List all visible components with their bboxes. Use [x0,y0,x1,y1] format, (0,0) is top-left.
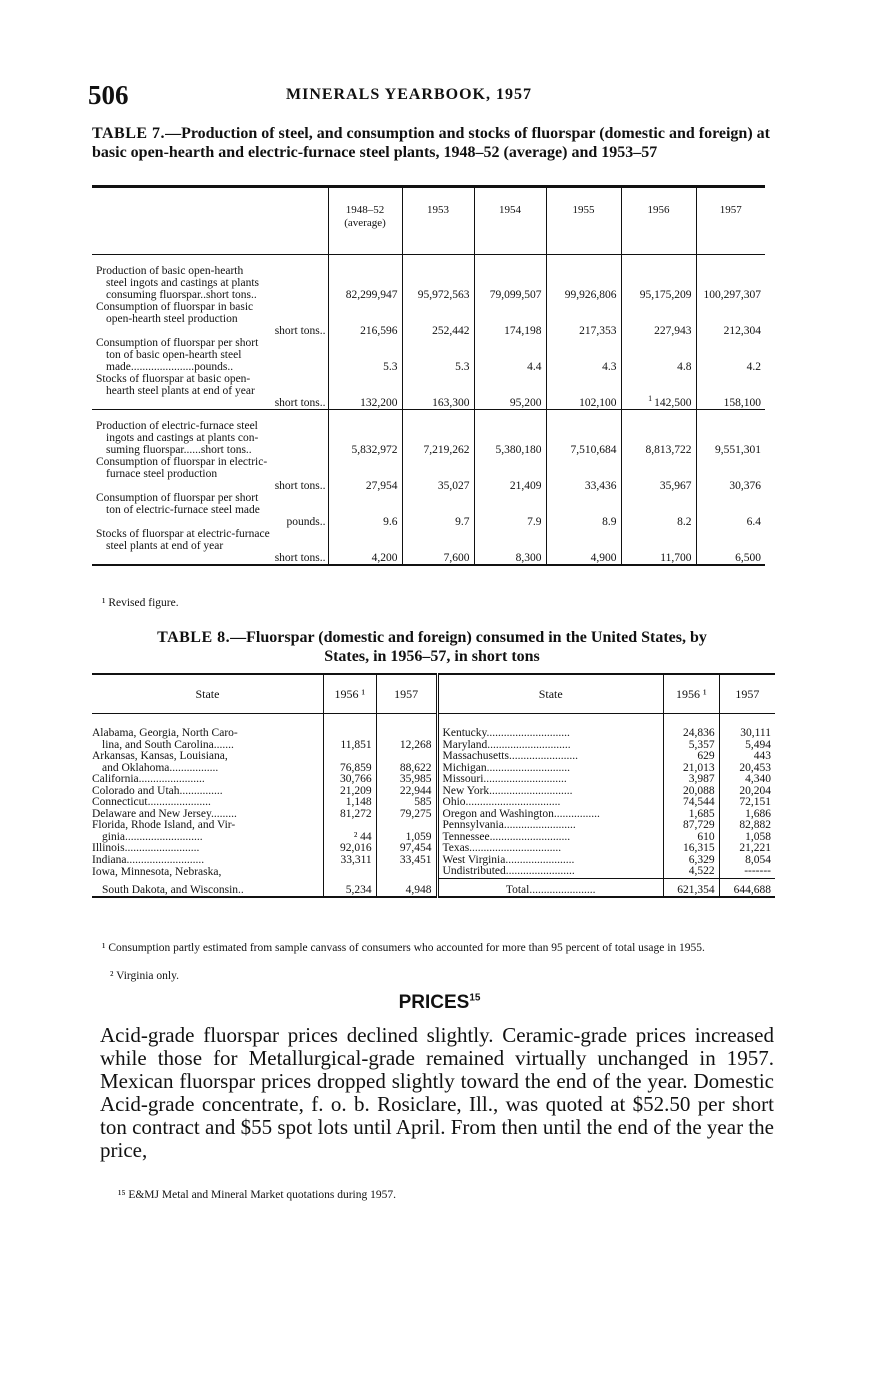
table7-col-1956: 1956 [621,187,696,255]
table8-row [92,843,775,855]
section-heading [0,992,879,1014]
value-1957: 1,058 [719,832,775,844]
row-description: Production of basic open-hearth steel ingots and castings at plants consuming fluorspar..short tons.. [96,265,259,301]
value-1957: 5,494 [719,740,775,752]
table7-electric-row [92,528,765,565]
table7-open-hearth-row [92,265,765,301]
table7-col-1957: 1957 [696,187,765,255]
table8-row [92,763,775,775]
row-value: $^1$ 142,500 [621,373,696,410]
row-value: 8,300 [474,528,546,565]
table8-row [92,832,775,844]
row-value: 4.8 [621,337,696,373]
row-description: Stocks of fluorspar at basic open- hearth steel plants at end of year short tons.. [92,373,328,410]
value-1957: 4,340 [719,774,775,786]
row-value: 6,500 [696,528,765,565]
row-value: 27,954 [328,456,402,492]
row-value: 7,600 [402,528,474,565]
table8-header-1957-left: 1957 [376,674,437,714]
state-name: Kentucky............................. [437,728,663,740]
journal-title: MINERALS YEARBOOK, 1957 [286,86,532,103]
table7-electric-row [92,456,765,492]
row-value: 102,100 [546,373,621,410]
value-1957: 585 [376,797,437,809]
state-name: South Dakota, and Wisconsin.. [102,883,244,896]
state-name: Missouri............................. [437,774,663,786]
value-1956: 11,851 [323,740,376,752]
table8-row [92,809,775,821]
row-value: 7,219,262 [402,420,474,456]
table7 [92,185,765,566]
table7-col-1954: 1954 [474,187,546,255]
table8-header-state-right: State [437,674,663,714]
row-value: 158,100 [696,373,765,410]
table8-row [92,740,775,752]
value-1956: 30,766 [323,774,376,786]
state-name: New York............................. [437,786,663,798]
value-1957: 8,054 [719,855,775,867]
state-name: Illinois.......................... [92,843,200,854]
state-name: ginia........................... [102,831,203,843]
total-label: Total....................... [437,878,663,897]
value-1956 [323,751,376,763]
table7-caption [92,124,772,162]
row-value: 174,198 [474,301,546,337]
value-1957: 443 [719,751,775,763]
body-paragraph: Acid-grade fluorspar prices declined slightly. Ceramic-grade prices increased while those for Metallurgical-grade remained virtually unchanged in 1957. Mexican fluorspar prices dropped slightly toward the end of the year. Domestic Acid-grade concentrate, f. o. b. Rosiclare, Ill., was quoted at $52.50 per short ton contract and $55 spot lots until April. From then until the end of the year the price, [100,1023,774,1162]
value-1957: 30,111 [719,728,775,740]
value-1957: 20,204 [719,786,775,798]
row-value: 9,551,301 [696,420,765,456]
table7-electric-row [92,420,765,456]
value-1957: 22,944 [376,786,437,798]
value-1957: 20,453 [719,763,775,775]
value-1957: ------- [719,866,775,878]
row-value: 95,972,563 [402,265,474,301]
value-1957: 12,268 [376,740,437,752]
value-1956: 610 [663,832,719,844]
row-description: Consumption of fluorspar in electric- furnace steel production short tons.. [96,456,326,492]
value-1957: 72,151 [719,797,775,809]
value-1956: 6,329 [663,855,719,867]
value-1957: 4,948 [376,878,437,897]
table8-row [92,786,775,798]
value-1957: 97,454 [376,843,437,855]
total-1957: 644,688 [719,878,775,897]
table7-col-1948-52: 1948–52 (average) [328,187,402,255]
state-name: Iowa, Minnesota, Nebraska, [92,866,222,878]
table7-header-desc [92,187,328,255]
page-number: 506 [88,80,129,110]
value-1956 [323,728,376,740]
row-value: 4,900 [546,528,621,565]
state-name: Undistributed........................ [437,866,663,878]
row-value: 79,099,507 [474,265,546,301]
table8-header-state-left: State [92,674,323,714]
row-value: 4.4 [474,337,546,373]
table8 [92,673,775,898]
value-1957: 33,451 [376,855,437,867]
row-value: 82,299,947 [328,265,402,301]
value-1956: 20,088 [663,786,719,798]
value-1956: 76,859 [323,763,376,775]
table8-header-row [92,674,775,714]
value-1957: 88,622 [376,763,437,775]
value-1956: 21,209 [323,786,376,798]
table8-title-line2: States, in 1956–57, in short tons [324,648,540,665]
value-1956: 16,315 [663,843,719,855]
value-1956: 5,234 [323,878,376,897]
state-name: Colorado and Utah............... [92,785,223,797]
value-1956: 74,544 [663,797,719,809]
value-1957 [376,820,437,832]
value-1957: 21,221 [719,843,775,855]
row-value: 30,376 [696,456,765,492]
row-value: 7,510,684 [546,420,621,456]
value-1956: 1,685 [663,809,719,821]
value-1957 [376,728,437,740]
table8-row [92,866,775,878]
row-value: 33,436 [546,456,621,492]
row-value: 7.9 [474,492,546,528]
row-value: 6.4 [696,492,765,528]
value-1957: 35,985 [376,774,437,786]
state-name: Ohio................................. [437,797,663,809]
value-1956: 87,729 [663,820,719,832]
state-name: Oregon and Washington................ [437,809,663,821]
table8-header-1957-right: 1957 [719,674,775,714]
table7-col-1953: 1953 [402,187,474,255]
value-1956: 92,016 [323,843,376,855]
row-description: Stocks of fluorspar at electric-furnace steel plants at end of year short tons.. [92,528,328,565]
state-name: Tennessee............................ [437,832,663,844]
value-1956: 21,013 [663,763,719,775]
table8-footnote-2: ² Virginia only. [110,970,179,982]
table8-header-1956-right: 1956 ¹ [663,674,719,714]
row-value: 35,027 [402,456,474,492]
value-1957: 79,275 [376,809,437,821]
state-name: Delaware and New Jersey......... [92,808,237,820]
value-1956: ² 44 [323,832,376,844]
table7-title: —Production of steel, and consumption and stocks of fluorspar (domestic and foreign) at basic open-hearth and electric-furnace steel plants, 1948–52 (average) and 1953–57 [92,125,770,161]
row-value: 8.2 [621,492,696,528]
row-value: 95,175,209 [621,265,696,301]
state-name: Florida, Rhode Island, and Vir- [92,820,236,831]
row-value: 4.2 [696,337,765,373]
value-1956: 4,522 [663,866,719,878]
table8-caption [92,628,772,666]
row-value: 9.7 [402,492,474,528]
table8-row [92,774,775,786]
row-value: 5.3 [402,337,474,373]
table8-title-line1: —Fluorspar (domestic and foreign) consumed in the United States, by [230,629,707,646]
table8-footnote-1: ¹ Consumption partly estimated from sample canvass of consumers who accounted for more than 95 percent of total usage in 1955. [102,942,705,954]
table7-group-electric-furnace [92,420,765,565]
state-name: West Virginia........................ [437,855,663,867]
value-1956: 33,311 [323,855,376,867]
row-value: 252,442 [402,301,474,337]
row-value: 212,304 [696,301,765,337]
value-1957: 1,686 [719,809,775,821]
row-value: 35,967 [621,456,696,492]
state-name: Arkansas, Kansas, Louisiana, [92,751,228,762]
table8-header-1956-left: 1956 ¹ [323,674,376,714]
row-value: 9.6 [328,492,402,528]
row-description: Production of electric-furnace steel ingots and castings at plants con- suming fluorspar......short tons.. [96,420,259,456]
row-value: 21,409 [474,456,546,492]
row-value: 5,380,180 [474,420,546,456]
table8-row [92,751,775,763]
table8-row [92,855,775,867]
value-1956: 1,148 [323,797,376,809]
row-value: 132,200 [328,373,402,410]
value-1957: 82,882 [719,820,775,832]
table7-header-row [92,187,765,255]
row-value: 163,300 [402,373,474,410]
table8-body [92,728,775,897]
table7-col-1955: 1955 [546,187,621,255]
section-note: 15 [469,992,481,1004]
row-value: 5.3 [328,337,402,373]
table8-row [92,797,775,809]
value-1956: 3,987 [663,774,719,786]
row-value: 95,200 [474,373,546,410]
row-value: 4.3 [546,337,621,373]
row-value: 227,943 [621,301,696,337]
row-value: 99,926,806 [546,265,621,301]
state-name: Alabama, Georgia, North Caro- [92,728,238,739]
table7-electric-row [92,492,765,528]
state-name: Connecticut...................... [92,797,211,808]
total-1956: 621,354 [663,878,719,897]
state-name: Maryland............................. [437,740,663,752]
table7-open-hearth-row [92,301,765,337]
row-value: 11,700 [621,528,696,565]
value-1957: 1,059 [376,832,437,844]
table7-open-hearth-row [92,373,765,410]
state-name: California....................... [92,774,205,785]
table8-label: TABLE 8. [157,629,231,646]
row-value: 8.9 [546,492,621,528]
table7-group-open-hearth [92,265,765,410]
value-1956 [323,866,376,878]
value-1957 [376,751,437,763]
section-title: PRICES [398,992,470,1013]
row-value: 4,200 [328,528,402,565]
row-description: Consumption of fluorspar per short ton of electric-furnace steel made pounds.. [96,492,326,528]
table8-row [92,878,775,897]
value-1956: 5,357 [663,740,719,752]
table8-row [92,820,775,832]
row-description: Consumption of fluorspar per short ton of basic open-hearth steel made......................pounds.. [96,337,259,373]
state-name: Michigan............................. [437,763,663,775]
row-value: 100,297,307 [696,265,765,301]
table7-label: TABLE 7. [92,125,166,142]
page-footnote: ¹⁵ E&MJ Metal and Mineral Market quotations during 1957. [118,1189,396,1201]
table8-row [92,728,775,740]
row-value: 8,813,722 [621,420,696,456]
row-value: 216,596 [328,301,402,337]
state-name: lina, and South Carolina....... [102,739,234,751]
value-1956: 24,836 [663,728,719,740]
value-1956: 629 [663,751,719,763]
state-name: Massachusetts........................ [437,751,663,763]
value-1956: 81,272 [323,809,376,821]
value-1957 [376,866,437,878]
table7-footnote: ¹ Revised figure. [102,597,179,609]
running-head [88,80,768,110]
value-1956 [323,820,376,832]
table7-open-hearth-row [92,337,765,373]
state-name: Pennsylvania......................... [437,820,663,832]
row-value: 5,832,972 [328,420,402,456]
state-name: Indiana........................... [92,854,205,866]
state-name: Texas................................ [437,843,663,855]
state-name: and Oklahoma................. [102,762,219,774]
row-value: 217,353 [546,301,621,337]
row-description: Consumption of fluorspar in basic open-hearth steel production short tons.. [96,301,326,337]
